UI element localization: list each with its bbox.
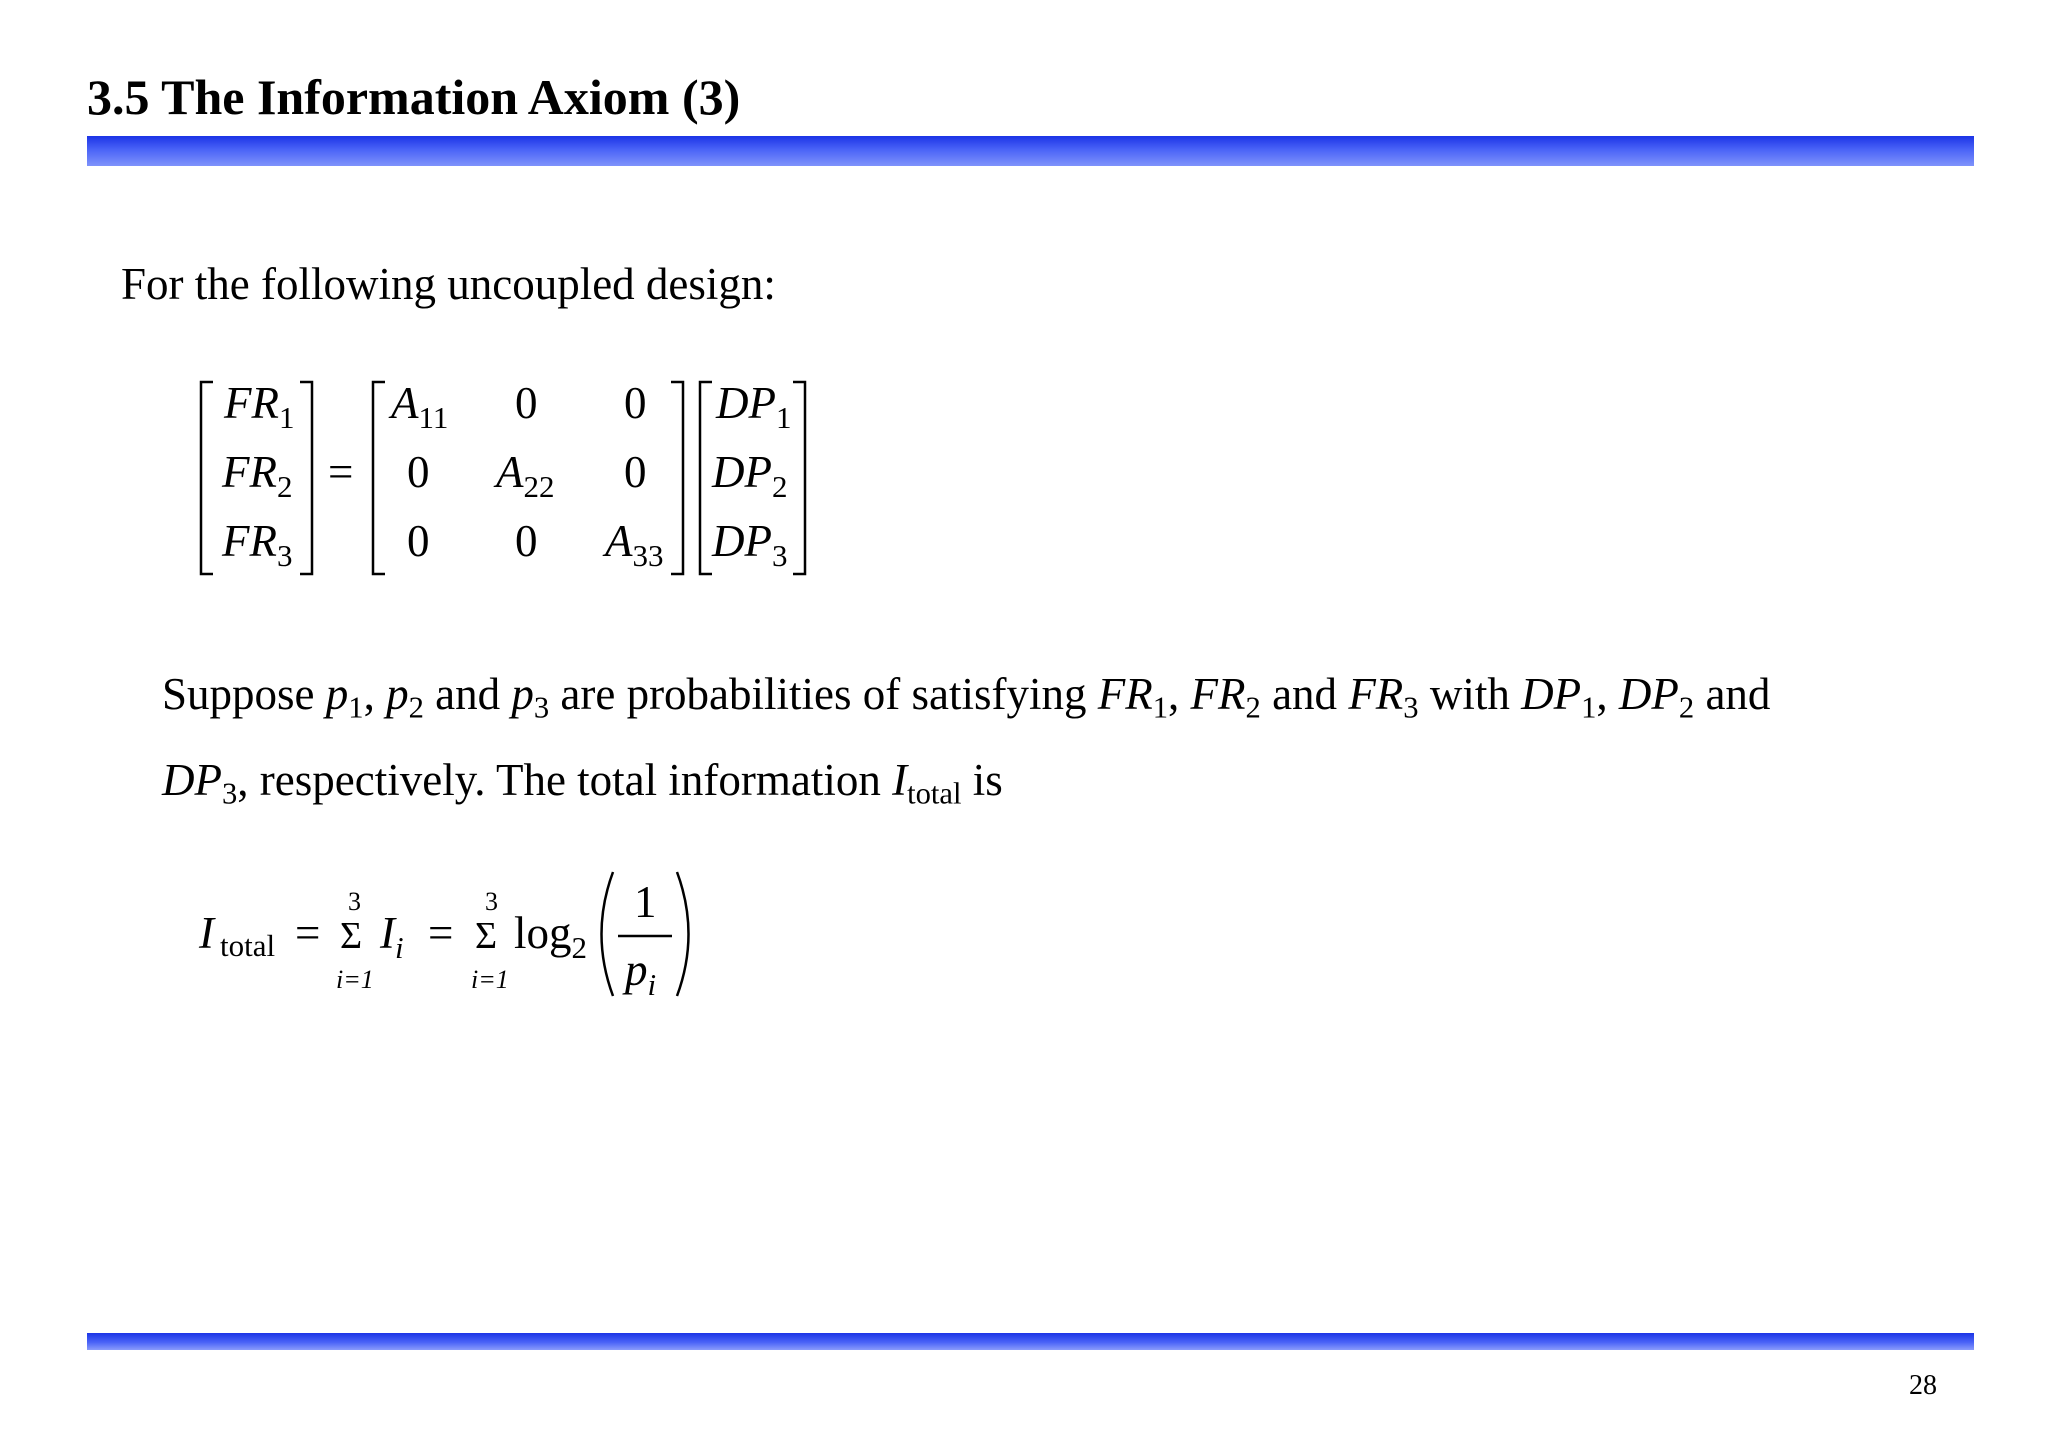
sum1-upper-limit: 3 <box>348 887 361 916</box>
matrix-right-bracket <box>671 382 683 574</box>
formula-equals-1: = <box>295 908 321 958</box>
sum2-lower-limit: i=1 <box>471 965 509 994</box>
paragraph-line-2: $DP_3$, respectively. The total information $I_{total}$ is <box>162 755 1003 811</box>
dp-vector-right-bracket <box>793 382 805 574</box>
fr-1: $FR_1$ <box>224 378 295 435</box>
fr-vector-right-bracket <box>300 382 312 574</box>
paragraph-line-1: Suppose $p_1$, $p_2$ and $p_3$ are probabilities of satisfying $FR_1$, $FR_2$ and $FR_3$ with $DP_1$, $DP_2$ and <box>162 669 1771 725</box>
dp-vector-left-bracket <box>700 382 712 574</box>
formula-equals-2: = <box>428 908 454 958</box>
footer-bar <box>87 1333 1974 1350</box>
fraction-denominator: $p_i$ <box>625 945 657 1002</box>
sum1-lower-limit: i=1 <box>336 965 374 994</box>
formula-i-total: I total <box>199 908 276 963</box>
matrix-r3c1: 0 <box>407 516 430 566</box>
dp-1: $DP_1$ <box>716 378 792 435</box>
matrix-left-bracket <box>373 382 385 574</box>
matrix-r3c2: 0 <box>515 516 538 566</box>
sum1-sigma: Σ <box>340 915 363 957</box>
formula-i-sub-i: $I_i$ <box>380 908 404 965</box>
sum2-sigma: Σ <box>475 915 498 957</box>
dp-3: $DP_3$ <box>712 516 788 573</box>
matrix-a11: $A_{11}$ <box>391 378 449 435</box>
matrix-r1c3: 0 <box>624 378 647 428</box>
intro-text: For the following uncoupled design: <box>121 259 776 309</box>
matrix-a22: $A_{22}$ <box>496 447 555 504</box>
matrix-equals-sign: = <box>328 447 354 497</box>
fr-3: $FR_3$ <box>222 516 293 573</box>
fraction-numerator: 1 <box>634 877 657 927</box>
page-number: 28 <box>1909 1370 1937 1401</box>
dp-2: $DP_2$ <box>712 447 788 504</box>
matrix-r1c2: 0 <box>515 378 538 428</box>
formula-right-paren <box>677 872 689 996</box>
formula-left-paren <box>602 872 614 996</box>
matrix-r2c1: 0 <box>407 447 430 497</box>
fr-2: $FR_2$ <box>222 447 293 504</box>
matrix-a33: $A_{33}$ <box>605 516 664 573</box>
fr-vector-left-bracket <box>201 382 213 574</box>
sum2-upper-limit: 3 <box>485 887 498 916</box>
formula-log2: $\log_2$ <box>514 908 588 965</box>
matrix-r2c3: 0 <box>624 447 647 497</box>
slide-title: 3.5 The Information Axiom (3) <box>87 69 741 125</box>
